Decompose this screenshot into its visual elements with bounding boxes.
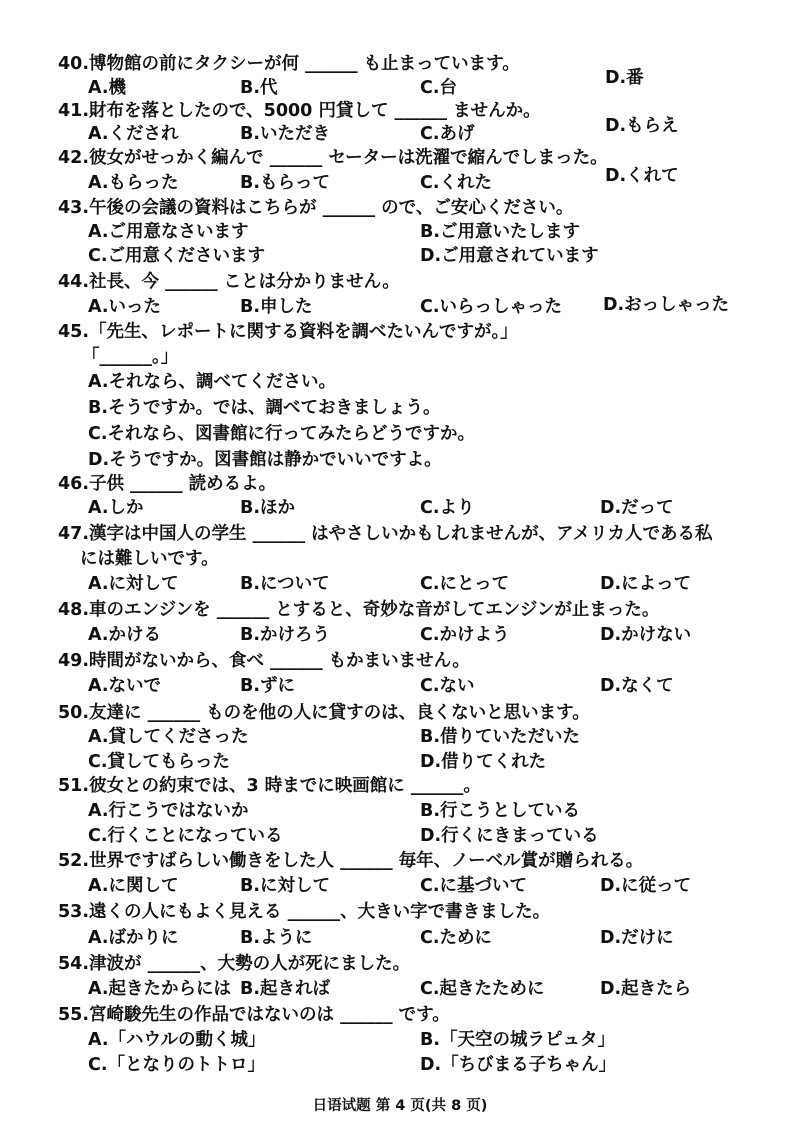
question-41-option-d: D.もらえ <box>605 116 679 136</box>
question-47-option-c: C.にとって <box>420 574 510 594</box>
question-49-option-c: C.ない <box>420 676 475 696</box>
question-44-option-b: B.申した <box>240 297 313 317</box>
question-50-option-b: B.借りていただいた <box>420 727 580 747</box>
question-54-option-a: A.起きたからには <box>88 979 232 999</box>
question-42-option-d: D.くれて <box>605 166 679 186</box>
question-42-option-a: A.もらった <box>88 173 179 193</box>
question-46-stem: 46.子供 ______ 読めるよ。 <box>58 474 277 494</box>
question-52-option-d: D.に従って <box>600 876 692 896</box>
question-49-option-b: B.ずに <box>240 676 295 696</box>
question-48-stem: 48.車のエンジンを ______ とすると、奇妙な音がしてエンジンが止まった。 <box>58 600 660 620</box>
question-45-option-b: B.そうですか。では、調べておきましょう。 <box>88 398 441 418</box>
question-41-option-a: A.くだされ <box>88 124 179 144</box>
question-50-option-d: D.借りてくれた <box>420 752 547 772</box>
question-43-option-b: B.ご用意いたします <box>420 222 580 242</box>
question-47-option-a: A.に対して <box>88 574 179 594</box>
question-45-option-a: A.それなら、調べてください。 <box>88 372 337 392</box>
question-42-stem: 42.彼女がせっかく編んで ______ セーターは洗濯で縮んでしまった。 <box>58 148 608 168</box>
question-43-option-d: D.ご用意されています <box>420 246 599 266</box>
question-54-option-c: C.起きたために <box>420 979 545 999</box>
question-53-option-a: A.ばかりに <box>88 928 179 948</box>
question-55-option-d: D.「ちびまる子ちゃん」 <box>420 1055 617 1075</box>
question-40-option-c: C.台 <box>420 78 457 98</box>
question-49-option-d: D.なくて <box>600 676 674 696</box>
question-52-stem: 52.世界ですばらしい働きをした人 ______ 毎年、ノーベル賞が贈られる。 <box>58 851 644 871</box>
question-48-option-b: B.かけろう <box>240 625 330 645</box>
question-52-option-a: A.に関して <box>88 876 179 896</box>
question-51-option-d: D.行くにきまっている <box>420 826 599 846</box>
question-43-option-c: C.ご用意くださいます <box>88 246 265 266</box>
question-51-option-a: A.行こうではないか <box>88 801 249 821</box>
question-53-option-c: C.ために <box>420 928 492 948</box>
question-55-stem: 55.宮崎駿先生の作品ではないのは ______ です。 <box>58 1005 450 1025</box>
question-51-option-c: C.行くことになっている <box>88 826 283 846</box>
question-49-option-a: A.ないで <box>88 676 162 696</box>
question-48-option-d: D.かけない <box>600 625 692 645</box>
question-47-option-d: D.によって <box>600 574 692 594</box>
question-51-stem: 51.彼女との約束では、3 時までに映画館に ______。 <box>58 776 481 796</box>
question-44-option-a: A.いった <box>88 297 162 317</box>
question-41-option-c: C.あげ <box>420 124 475 144</box>
question-42-option-c: C.くれた <box>420 173 492 193</box>
question-53-stem: 53.遠くの人にもよく見える ______、大きい字で書きました。 <box>58 902 551 922</box>
question-41-stem: 41.財布を落としたので、5000 円貸して ______ ませんか。 <box>58 101 541 121</box>
question-45-stem: 45.「先生、レポートに関する資料を調べたいんですが。」 <box>58 322 518 342</box>
question-44-option-d: D.おっしゃった <box>603 295 730 315</box>
question-43-stem: 43.午後の会議の資料はこちらが ______ ので、ご安心ください。 <box>58 198 574 218</box>
question-54-option-d: D.起きたら <box>600 979 692 999</box>
question-50-stem: 50.友達に ______ ものを他の人に貸すのは、良くないと思います。 <box>58 703 590 723</box>
question-43-option-a: A.ご用意なさいます <box>88 222 249 242</box>
question-46-option-a: A.しか <box>88 498 144 518</box>
question-50-option-a: A.貸してくださった <box>88 727 249 747</box>
question-54-option-b: B.起きれば <box>240 979 330 999</box>
question-52-option-b: B.に対して <box>240 876 330 896</box>
question-40-option-d: D.番 <box>605 68 644 88</box>
question-48-option-a: A.かける <box>88 625 162 645</box>
question-40-option-a: A.機 <box>88 78 127 98</box>
question-48-option-c: C.かけよう <box>420 625 510 645</box>
question-49-stem: 49.時間がないから、食べ ______ もかまいません。 <box>58 651 470 671</box>
question-52-option-c: C.に基づいて <box>420 876 527 896</box>
question-55-option-c: C.「となりのトトロ」 <box>88 1055 265 1075</box>
question-55-option-a: A.「ハウルの動く城」 <box>88 1030 266 1050</box>
question-47-stem-continued: には難しいです。 <box>80 549 219 569</box>
question-45-option-d: D.そうですか。図書館は静かでいいですよ。 <box>88 450 442 470</box>
question-47-stem: 47.漢字は中国人の学生 ______ はやさしいかもしれませんが、アメリカ人である私 <box>58 524 713 544</box>
question-41-option-b: B.いただき <box>240 124 330 144</box>
question-40-option-b: B.代 <box>240 78 278 98</box>
question-54-stem: 54.津波が ______、大勢の人が死にました。 <box>58 954 411 974</box>
page-footer: 日语试题 第 4 页(共 8 页) <box>312 1098 488 1114</box>
question-55-option-b: B.「天空の城ラピュタ」 <box>420 1030 615 1050</box>
question-53-option-b: B.ように <box>240 928 313 948</box>
question-40-stem: 40.博物館の前にタクシーが何 ______ も止まっています。 <box>58 54 520 74</box>
question-44-stem: 44.社長、今 ______ ことは分かりません。 <box>58 272 400 292</box>
question-46-option-c: C.より <box>420 498 475 518</box>
question-42-option-b: B.もらって <box>240 173 330 193</box>
question-47-option-b: B.について <box>240 574 330 594</box>
question-53-option-d: D.だけに <box>600 928 674 948</box>
question-44-option-c: C.いらっしゃった <box>420 297 562 317</box>
question-46-option-d: D.だって <box>600 498 674 518</box>
question-51-option-b: B.行こうとしている <box>420 801 580 821</box>
question-45-reply-blank: 「______。」 <box>82 347 179 367</box>
question-50-option-c: C.貸してもらった <box>88 752 230 772</box>
question-46-option-b: B.ほか <box>240 498 295 518</box>
question-45-option-c: C.それなら、図書館に行ってみたらどうですか。 <box>88 424 475 444</box>
